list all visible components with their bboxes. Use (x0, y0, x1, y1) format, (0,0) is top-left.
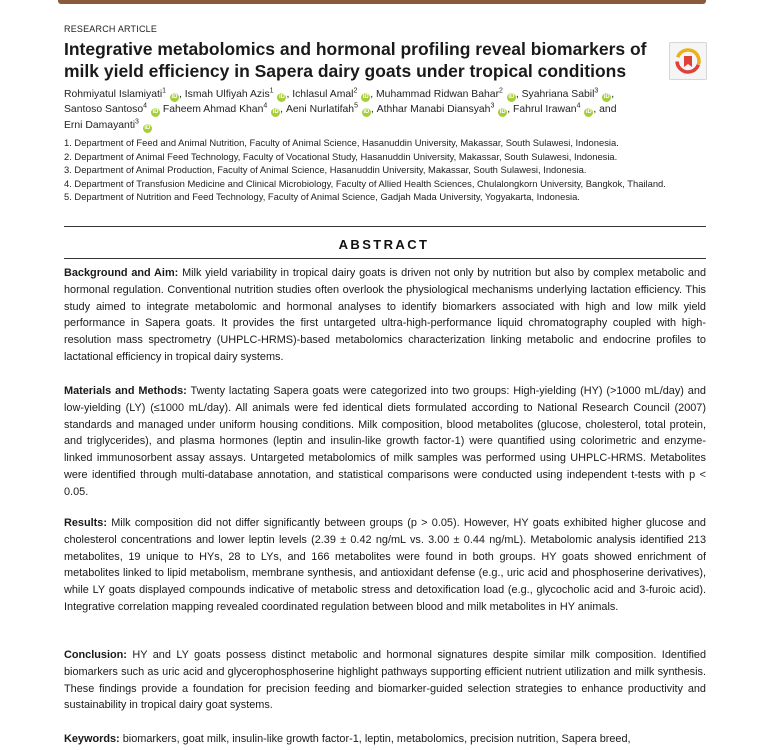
orcid-icon[interactable]: iD (499, 109, 506, 116)
author: Faheem Ahmad Khan$^4$ iD , (162, 102, 286, 116)
author: Erni Damayanti$^3$ iD (64, 118, 151, 131)
results-text: Milk composition did not differ significantly between groups (p > 0.05). However, HY goats exhibited higher glucose and cholesterol concentrations and lower leptin levels (2.39 ± 0.42 ng/mL vs. 3.00 ± 0.44 ng/mL). Metabolomic analysis identified 213 metabolites, 19 unique to HYs, 28 to LYs, and 166 metabolites were found in both groups. HY goats showed enrichment of metabolites linked to lipid metabolism, membrane synthesis, and antioxidant defense (e.g., uric acid and phosphoserine derivatives), while LY goats displayed compounds indicative of metabolic stress and detoxification load (e.g., glycocholic acid and 3-furoic acid). Integrative correlation mapping revealed coordinated regulation between blood and milk metabolites in HY animals. (64, 517, 706, 613)
results-label: Results: (64, 517, 107, 529)
orcid-icon[interactable]: iD (508, 94, 515, 100)
author: Syahriana Sabil$^3$ iD , (521, 87, 615, 100)
author: Athhar Manabi Diansyah$^3$ iD , (376, 102, 514, 116)
author: Rohmiyatul Islamiyati$^1$ iD , (64, 87, 185, 100)
orcid-icon[interactable]: iD (603, 94, 610, 100)
check-for-updates-badge[interactable] (669, 42, 707, 80)
abstract-heading: ABSTRACT (338, 237, 430, 252)
author: Aeni Nurlatifah$^5$ iD , (285, 102, 377, 116)
orcid-icon[interactable]: iD (144, 124, 151, 131)
author: Ismah Ulfiyah Azis$^1$ iD , (184, 87, 293, 100)
article-type-label: RESEARCH ARTICLE (64, 24, 158, 34)
author: Santoso Santoso$^4$ iD (64, 102, 159, 116)
methods-paragraph (64, 383, 706, 501)
top-accent-bar (58, 0, 706, 4)
results-paragraph (64, 515, 706, 616)
orcid-icon[interactable]: iD (585, 109, 592, 116)
affiliation-item: 5. Department of Nutrition and Feed Technology, Faculty of Animal Science, Gadjah Mada University, Yogyakarta, Indonesia. (64, 191, 580, 203)
background-paragraph (64, 265, 706, 366)
affiliation-item: 1. Department of Feed and Animal Nutrition, Faculty of Animal Science, Hasanuddin University, Makassar, South Sulawesi, Indonesia. (64, 137, 619, 148)
background-text: Milk yield variability in tropical dairy goats is driven not only by nutrition but also by complex metabolic and hormonal regulation. Conventional nutrition studies often overlook the physiological mechanisms underlying lactation efficiency. This study aimed to integrate metabolomic and hormonal analyses to identify biomarkers associated with high and low milk yield performance in Sapera goats. It provides the first untargeted ultra-high-performance liquid chromatography coupled with high-resolution mass spectrometry (UHPLC-HRMS)-based metabolomics characterization linking metabolic and endocrine profiles to lactational efficiency in tropical dairy systems. (64, 267, 706, 363)
abstract-heading-rule (64, 258, 706, 259)
article-title: Integrative metabolomics and hormonal profiling reveal biomarkers of milk yield efficiency in Sapera dairy goats under tropical conditions (64, 39, 647, 81)
affiliation-item: 2. Department of Animal Feed Technology, Faculty of Vocational Study, Hasanuddin University, Makassar, South Sulawesi, Indonesia. (64, 150, 618, 162)
keywords-text: biomarkers, goat milk, insulin-like growth factor-1, leptin, metabolomics, precision nutrition, Sapera breed, (122, 733, 631, 745)
orcid-icon[interactable]: iD (272, 109, 279, 116)
orcid-icon[interactable]: iD (171, 94, 178, 100)
orcid-icon[interactable]: iD (362, 94, 369, 100)
conclusion-label: Conclusion: (64, 649, 127, 661)
affiliation-item: 4. Department of Transfusion Medicine and Clinical Microbiology, Faculty of Allied Health Sciences, Chulalongkorn University, Bangkok, Thailand. (64, 177, 666, 189)
orcid-icon[interactable]: iD (278, 94, 285, 100)
author-list (64, 87, 674, 133)
abstract-top-rule (64, 226, 706, 227)
affiliation-item: 3. Department of Animal Production, Faculty of Animal Science, Hasanuddin University, Makassar, South Sulawesi, Indonesia. (64, 164, 587, 176)
background-label: Background and Aim: (64, 267, 179, 279)
orcid-icon[interactable]: iD (363, 109, 370, 116)
author: Ichlasul Amal$^2$ iD , (292, 87, 377, 100)
keywords-paragraph (64, 731, 706, 748)
conclusion-paragraph (64, 647, 706, 714)
affiliation-list (64, 136, 704, 204)
author: Fahrul Irawan$^4$ iD , and (513, 102, 617, 116)
conclusion-text: HY and LY goats possess distinct metabolic and hormonal signatures despite similar milk composition. Identified biomarkers such as uric acid and glycerophosphoserine highlight pathways supporting efficient nutrient utilization and milk synthesis. These findings provide a foundation for precision feeding and biomarker-guided selection strategies to enhance productivity and sustainability in tropical dairy goat systems. (64, 649, 707, 712)
author: Muhammad Ridwan Bahar$^2$ iD , (376, 87, 522, 100)
orcid-icon[interactable]: iD (152, 109, 159, 116)
check-for-updates-icon (675, 48, 701, 74)
keywords-label: Keywords: (64, 733, 120, 745)
methods-text: Twenty lactating Sapera goats were categorized into two groups: High-yielding (HY) (>1000 mL/day) and low-yielding (LY) (≤1000 mL/day). All animals were fed identical diets formulated according to National Research Council (2007) standards and managed under uniform housing conditions. Milk composition, blood metabolites (glucose, cholesterol, total protein, and triglycerides), and plasma hormones (leptin and insulin-like growth factor-1) were quantified using colorimetric and enzyme-linked immunosorbent assay assays. Untargeted metabolomics of milk samples was performed using UHPLC-HRMS. Metabolites were identified through multi-database annotation, and statistical comparisons were conducted using independent t-tests with p < 0.05. (64, 385, 706, 498)
methods-label: Materials and Methods: (64, 385, 187, 397)
